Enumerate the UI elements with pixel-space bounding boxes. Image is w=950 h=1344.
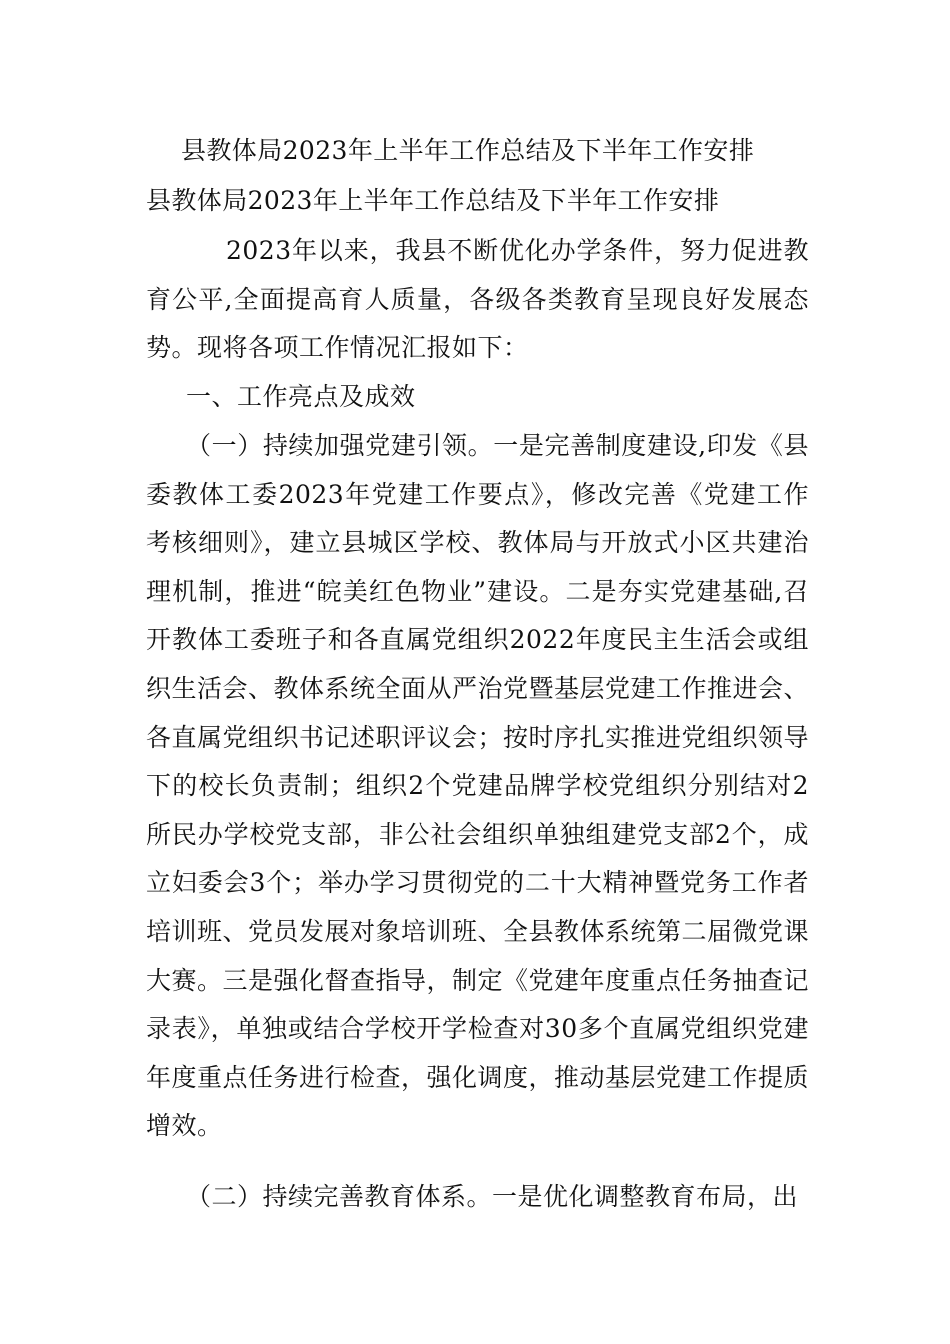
section-heading: 一、工作亮点及成效 bbox=[186, 382, 416, 411]
paragraph-education-system: （二）持续完善教育体系。一是优化调整教育布局，出 bbox=[186, 1182, 799, 1211]
intro-paragraph: 2023年以来，我县不断优化办学条件，努力促进教育公平,全面提高育人质量，各级各类教育呈现良好发展态势。现将各项工作情况汇报如下： bbox=[146, 236, 809, 363]
document-subtitle: 县教体局2023年上半年工作总结及下半年工作安排 bbox=[146, 186, 720, 215]
paragraph-party-building: （一）持续加强党建引领。一是完善制度建设,印发《县委教体工委2023年党建工作要点》，修改完善《党建工作考核细则》，建立县城区学校、教体局与开放式小区共建治理机制，推进“皖美红色物业”建设。二是夯实党建基础,召开教体工委班子和各直属党组织2022年度民主生活会或组织生活会、教体系统全面从严治党暨基层党建工作推进会、各直属党组织书记述职评议会；按时序扎实推进党组织领导下的校长负责制；组织2个党建品牌学校党组织分别结对2所民办学校党支部，非公社会组织单独组建党支部2个，成立妇委会3个；举办学习贯彻党的二十大精神暨党务工作者培训班、党员发展对象培训班、全县教体系统第二届微党课大赛。三是强化督查指导，制定《党建年度重点任务抽查记录表》，单独或结合学校开学检查对30多个直属党组织党建年度重点任务进行检查，强化调度，推动基层党建工作提质增效。 bbox=[146, 431, 810, 1141]
document-title: 县教体局2023年上半年工作总结及下半年工作安排 bbox=[181, 136, 755, 165]
